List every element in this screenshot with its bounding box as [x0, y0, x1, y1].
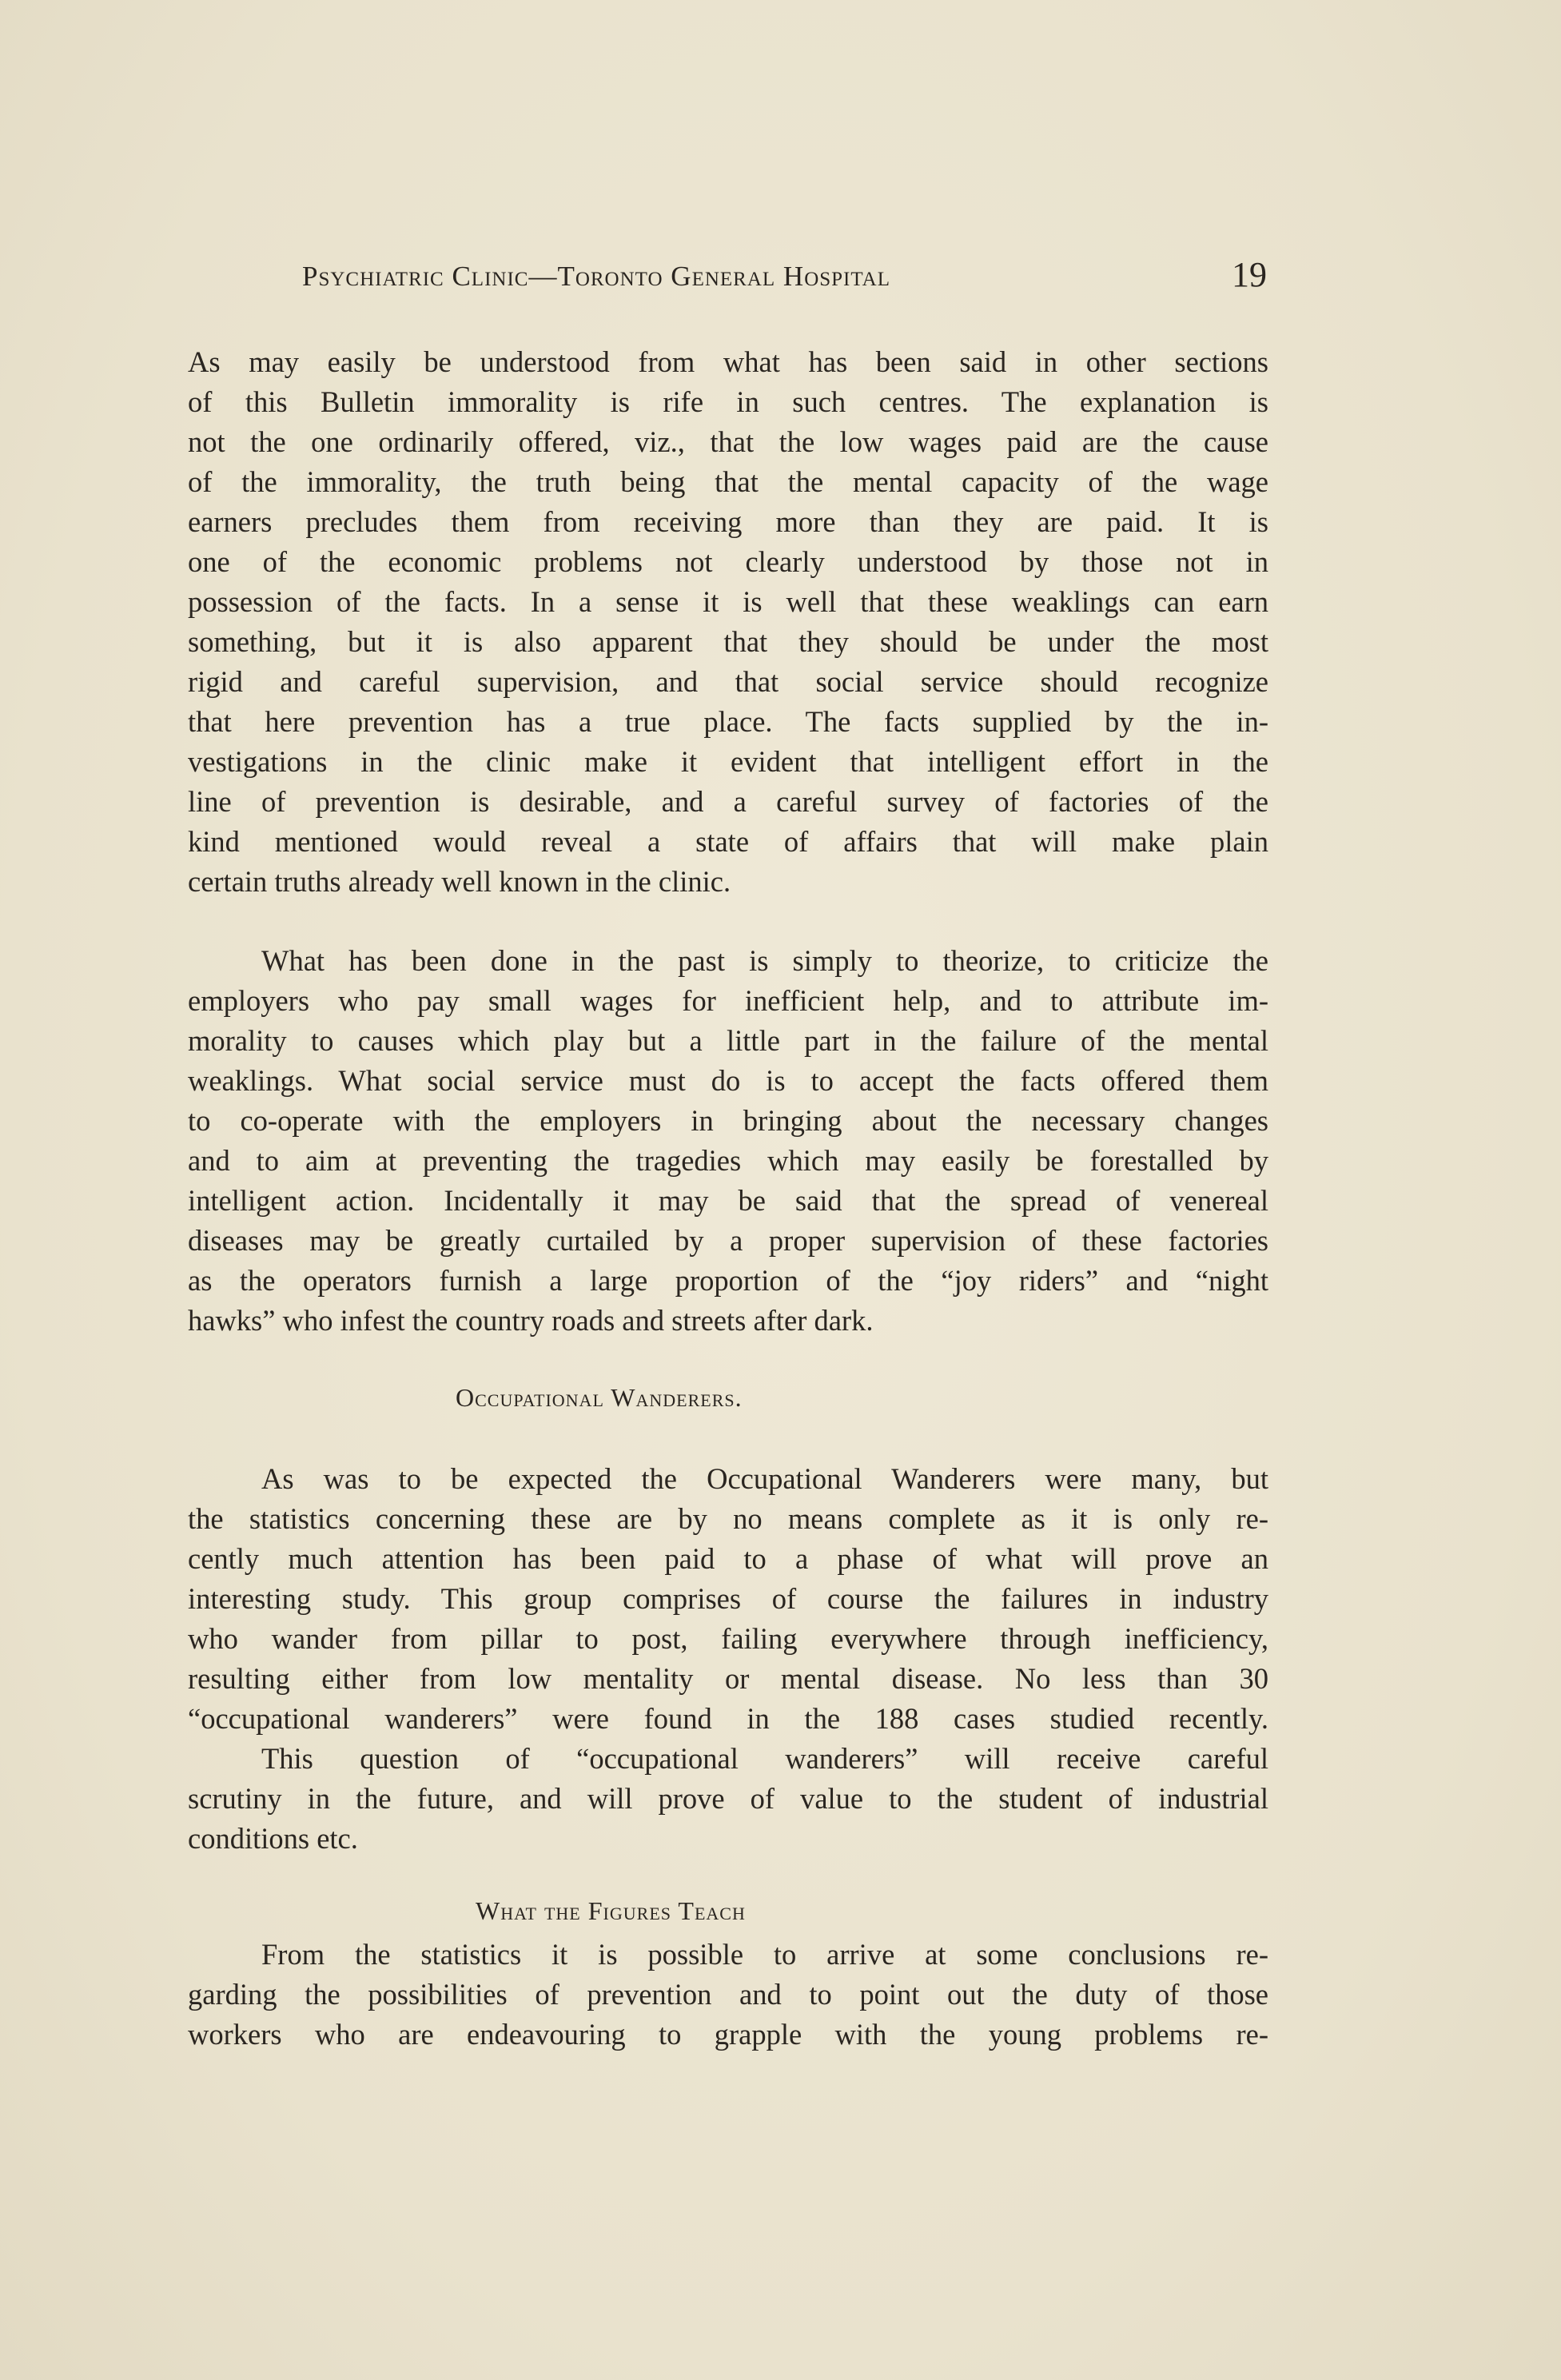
paragraph-3: [188, 1459, 1268, 1739]
text-line: As was to be expected the Occupational Wanderers were many, but: [261, 1462, 1268, 1495]
text-line: cently much attention has been paid to a phase of what will prove an: [188, 1542, 1268, 1575]
paragraph-5: [188, 1935, 1268, 2055]
text-line: intelligent action. Incidentally it may be said that the spread of venereal: [188, 1184, 1268, 1217]
running-head-title: Psychiatric Clinic—Toronto General Hospital: [302, 261, 890, 292]
text-line: What has been done in the past is simply to theorize, to criticize the: [261, 944, 1268, 977]
text-line: workers who are endeavouring to grapple with the young problems re-: [188, 2018, 1268, 2051]
text-line: as the operators furnish a large proportion of the “joy riders” and “night: [188, 1264, 1268, 1297]
text-line: conditions etc.: [188, 1822, 358, 1855]
text-line: something, but it is also apparent that they should be under the most: [188, 625, 1268, 658]
text-line: possession of the facts. In a sense it is well that these weaklings can earn: [188, 585, 1268, 618]
text-line: morality to causes which play but a little part in the failure of the mental: [188, 1024, 1268, 1057]
text-line: As may easily be understood from what has been said in other sections: [188, 345, 1268, 378]
text-line: the statistics concerning these are by no means complete as it is only re-: [188, 1502, 1268, 1535]
text-line: garding the possibilities of prevention and to point out the duty of those: [188, 1978, 1268, 2011]
text-line: employers who pay small wages for inefficient help, and to attribute im-: [188, 984, 1268, 1017]
section-heading-occupational-wanderers: Occupational Wanderers.: [456, 1383, 743, 1412]
text-line: From the statistics it is possible to arrive at some conclusions re-: [261, 1938, 1268, 1971]
text-line: not the one ordinarily offered, viz., that the low wages paid are the cause: [188, 425, 1268, 458]
text-line: weaklings. What social service must do is to accept the facts offered them: [188, 1064, 1268, 1097]
text-line: of the immorality, the truth being that the mental capacity of the wage: [188, 465, 1268, 498]
text-line: to co-operate with the employers in bringing about the necessary changes: [188, 1104, 1268, 1137]
paragraph-4: [188, 1739, 1268, 1859]
running-head: [188, 254, 1267, 302]
text-line: resulting either from low mentality or mental disease. No less than 30: [188, 1662, 1268, 1695]
text-line: that here prevention has a true place. The facts supplied by the in-: [188, 705, 1268, 738]
page-number: 19: [1232, 255, 1267, 294]
text-line: kind mentioned would reveal a state of affairs that will make plain: [188, 825, 1268, 858]
text-line: line of prevention is desirable, and a careful survey of factories of the: [188, 785, 1268, 818]
text-line: of this Bulletin immorality is rife in such centres. The explanation is: [188, 385, 1268, 418]
text-line: one of the economic problems not clearly understood by those not in: [188, 545, 1268, 578]
text-line: scrutiny in the future, and will prove of value to the student of industrial: [188, 1782, 1268, 1815]
text-line: who wander from pillar to post, failing everywhere through inefficiency,: [188, 1622, 1268, 1655]
text-line: and to aim at preventing the tragedies which may easily be forestalled by: [188, 1144, 1268, 1177]
text-line: earners precludes them from receiving more than they are paid. It is: [188, 505, 1268, 538]
text-line: interesting study. This group comprises of course the failures in industry: [188, 1582, 1268, 1615]
text-line: This question of “occupational wanderers” will receive careful: [261, 1742, 1268, 1775]
text-line: vestigations in the clinic make it evident that intelligent effort in the: [188, 745, 1268, 778]
paragraph-2: [188, 941, 1268, 1341]
text-line: “occupational wanderers” were found in the 188 cases studied recently.: [188, 1702, 1268, 1735]
text-line: rigid and careful supervision, and that social service should recognize: [188, 665, 1268, 698]
text-line: diseases may be greatly curtailed by a proper supervision of these factories: [188, 1224, 1268, 1257]
text-line: certain truths already well known in the clinic.: [188, 865, 731, 898]
section-heading-what-the-figures-teach: What the Figures Teach: [476, 1896, 746, 1925]
paragraph-1: [188, 342, 1268, 902]
text-line: hawks” who infest the country roads and streets after dark.: [188, 1304, 874, 1337]
